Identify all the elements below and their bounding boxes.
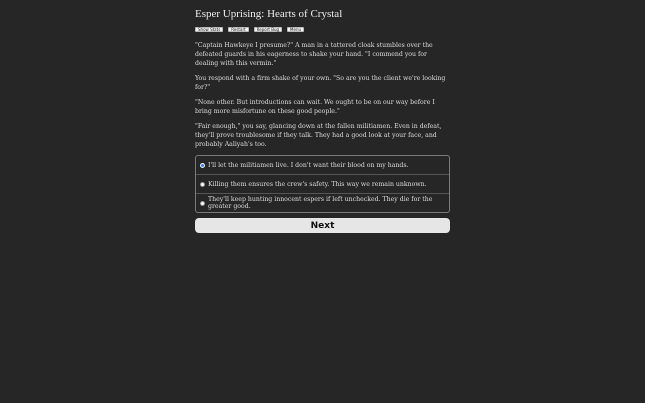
game-title: Esper Uprising: Hearts of Crystal: [195, 8, 343, 20]
radio-button[interactable]: [200, 201, 205, 206]
story-paragraph: "Captain Hawkeye I presume?" A man in a tattered cloak stumbles over the defeated guards in his eagerness to shake your hand. "I commend you for dealing with this vermin.": [195, 42, 433, 67]
report-bug-button[interactable]: Report Bug: [254, 27, 282, 32]
radio-button[interactable]: [200, 182, 205, 187]
choice-label: They'll keep hunting innocent espers if left unchecked. They die for the greater good.: [208, 196, 433, 210]
story-text: [195, 41, 450, 149]
restart-button[interactable]: Restart: [228, 27, 248, 32]
choice-label: Killing them ensures the crew's safety. This way we remain unknown.: [208, 180, 427, 188]
menu-button[interactable]: Menu: [287, 27, 304, 32]
next-button[interactable]: Next: [195, 218, 450, 233]
story-paragraph: "None other. But introductions can wait. We ought to be on our way before I bring more misfortune on these good people.": [195, 99, 435, 115]
toolbar: [195, 27, 450, 34]
choice-option-3[interactable]: [196, 193, 449, 212]
game-container: [195, 7, 450, 233]
story-paragraph: "Fair enough," you say, glancing down at the fallen militiamen. Even in defeat, they'll prove troublesome if they talk. They had a good look at your face, and probably Aaliyah's too.: [195, 123, 442, 148]
story-paragraph: You respond with a firm shake of your own. "So are you the client we're looking for?": [195, 75, 446, 91]
choice-option-1[interactable]: [196, 156, 449, 174]
show-stats-button[interactable]: Show Stats: [195, 27, 223, 32]
choice-list: [195, 155, 450, 213]
radio-button-selected[interactable]: [200, 163, 205, 168]
choice-label: I'll let the militiamen live. I don't want their blood on my hands.: [208, 161, 409, 169]
choice-option-2[interactable]: [196, 174, 449, 193]
